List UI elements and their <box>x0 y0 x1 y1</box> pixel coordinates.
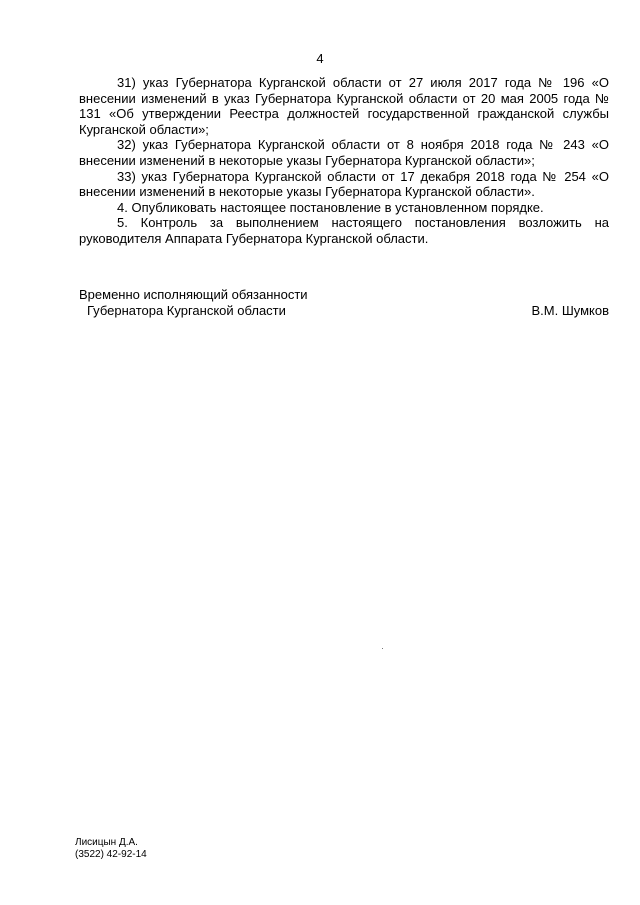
clause-4-publish: 4. Опубликовать настоящее постановление в установленном порядке. <box>117 199 544 215</box>
list-item-31: 31) указ Губернатора Курганской области от 27 июля 2017 года № 196 «О внесении изменений в указ Губернатора Курганской области от 20 мая 2005 года № 131 «Об утверждении Реестра должностей государственной гражданской службы Курганской области»; <box>79 75 609 137</box>
executor-info <box>75 837 147 861</box>
signature-position <box>79 287 308 319</box>
executor-phone: (3522) 42-92-14 <box>75 849 147 860</box>
page-number: 4 <box>316 51 324 66</box>
clause-5-control: 5. Контроль за выполнением настоящего постановления возложить на руководителя Аппарата Губернатора Курганской области. <box>79 215 609 246</box>
signature-position-line1: Временно исполняющий обязанности <box>79 287 308 302</box>
executor-name: Лисицын Д.А. <box>75 837 138 848</box>
scan-speck <box>382 648 383 649</box>
document-body <box>79 75 609 247</box>
signature-position-line2: Губернатора Курганской области <box>87 303 286 318</box>
list-item-33: 33) указ Губернатора Курганской области от 17 декабря 2018 года № 254 «О внесении изменений в некоторые указы Губернатора Курганской области». <box>79 168 609 200</box>
signatory-name: В.М. Шумков <box>531 303 609 318</box>
list-item-32: 32) указ Губернатора Курганской области от 8 ноября 2018 года № 243 «О внесении изменений в некоторые указы Губернатора Курганской области»; <box>79 137 609 168</box>
